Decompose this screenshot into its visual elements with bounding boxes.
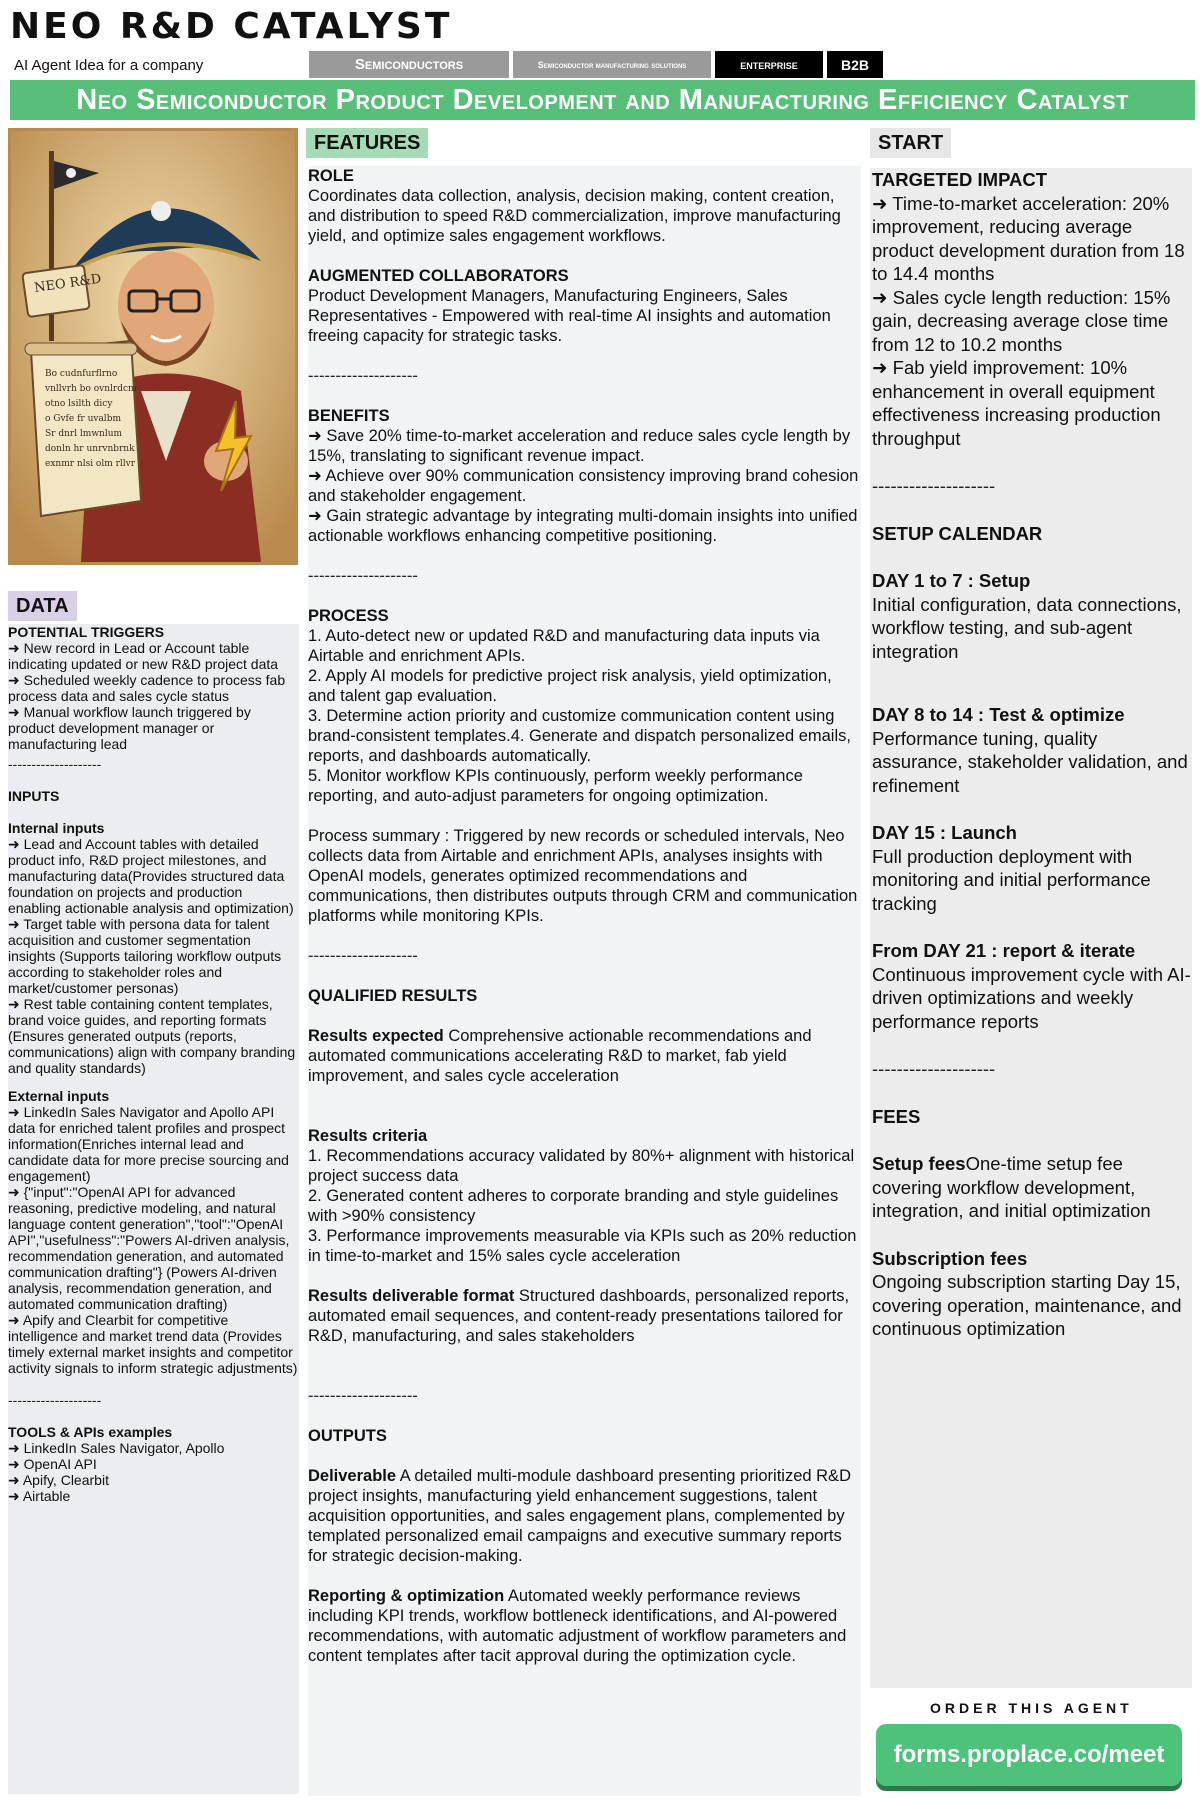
scroll-line: otno lsilth dicy xyxy=(45,399,113,409)
tool-item: ➜ Airtable xyxy=(8,1488,71,1504)
data-column xyxy=(8,624,299,1794)
results-expected-text: Comprehensive actionable recommendations and automated communications accelerating R&D to market, fab yield improvement, and sales cycle acceleration xyxy=(308,1027,812,1085)
impact-title: TARGETED IMPACT xyxy=(872,169,1048,190)
day1-text: Initial configuration, data connections, workflow testing, and sub-agent integration xyxy=(872,593,1182,662)
process-summary: Process summary : Triggered by new records or scheduled intervals, Neo collects data from Airtable and enrichment APIs, analyses insights with OpenAI models, generates optimized recommendations and communications, then distributes outputs through CRM and communication platforms while monitoring KPIs. xyxy=(308,827,858,925)
deliverable-text: A detailed multi-module dashboard presenting prioritized R&D project insights, manufacturing yield enhancement suggestions, talent acquisition opportunities, and sales engagement plans, complemented by templated personalized email campaigns and executive summary reports for strategic decision-making. xyxy=(308,1467,851,1565)
process-step: 5. Monitor workflow KPIs continuously, perform weekly performance reporting, and auto-adjust parameters for ongoing optimization. xyxy=(308,767,803,805)
results-criteria-title: Results criteria xyxy=(308,1127,428,1145)
internal-input-item: ➜ Target table with persona data for talent acquisition and customer segmentation insights (Supports tailoring workflow outputs according to stakeholder roles and market/customer personas) xyxy=(8,916,282,996)
divider: -------------------- xyxy=(8,1392,102,1408)
role-title: ROLE xyxy=(308,167,354,185)
results-format xyxy=(308,1286,861,1346)
process-step: 3. Determine action priority and customize communication content using brand-consistent templates.4. Generate and dispatch personalized emails, reports, and dashboards automatically. xyxy=(308,707,851,765)
divider: -------------------- xyxy=(872,475,996,496)
internal-input-item: ➜ Rest table containing content templates, brand voice guides, and reporting formats (Ensures generated outputs (reports, communications) align with company branding and quality standards) xyxy=(8,996,296,1076)
impact-item: ➜ Sales cycle length reduction: 15% gain, decreasing average close time from 12 to 10.2 months xyxy=(872,286,1171,355)
tagline: AI Agent Idea for a company xyxy=(14,57,204,74)
outputs-title: OUTPUTS xyxy=(308,1427,387,1445)
external-input-item: ➜ LinkedIn Sales Navigator and Apollo API data for enriched talent profiles and prospect information(Enriches internal lead and candidate data for more precise sourcing and engagement) xyxy=(8,1104,289,1184)
benefit-item: ➜ Save 20% time-to-market acceleration and reduce sales cycle length by 15%, translating to significant revenue impact. xyxy=(308,427,851,465)
tag-list xyxy=(309,51,883,78)
fees-title: FEES xyxy=(872,1105,921,1127)
impact-item: ➜ Time-to-market acceleration: 20% improvement, reducing average product development duration from 18 to 14.4 months xyxy=(872,192,1185,284)
impact-item: ➜ Fab yield improvement: 10% enhancement in overall equipment effectiveness increasing production throughput xyxy=(872,357,1161,449)
results-format-label: Results deliverable format xyxy=(308,1287,515,1305)
divider: -------------------- xyxy=(872,1058,996,1079)
internal-input-item: ➜ Lead and Account tables with detailed product info, R&D project milestones, and manufacturing data(Provides structured data foundation on projects and production enabling actionable analysis and optimization) xyxy=(8,836,294,916)
order-label: ORDER THIS AGENT xyxy=(930,1700,1133,1716)
trigger-item: ➜ Scheduled weekly cadence to process fab process data and sales cycle status xyxy=(8,672,286,704)
tool-item: ➜ Apify, Clearbit xyxy=(8,1472,109,1488)
divider: -------------------- xyxy=(308,1387,418,1405)
day21-label: From DAY 21 : report & iterate xyxy=(872,940,1136,961)
day8-label: DAY 8 to 14 : Test & optimize xyxy=(872,704,1125,725)
day1-label: DAY 1 to 7 : Setup xyxy=(872,570,1031,591)
reporting xyxy=(308,1586,861,1666)
inputs-title: INPUTS xyxy=(8,788,60,804)
features-heading: FEATURES xyxy=(306,128,428,158)
scroll-line: Bo cudnfurflrno xyxy=(45,369,118,379)
subscription-fees-label: Subscription fees xyxy=(872,1247,1028,1269)
results-format-text: Structured dashboards, personalized reports, automated email sequences, and content-ready presentations tailored for R&D, manufacturing, and sales stakeholders xyxy=(308,1287,850,1345)
subscription-fees-text: Ongoing subscription starting Day 15, covering operation, maintenance, and continuous optimization xyxy=(872,1271,1182,1339)
tools-title: TOOLS & APIs examples xyxy=(8,1424,173,1440)
setup-fees-text: One-time setup fee covering workflow development, integration, and initial optimization xyxy=(872,1153,1151,1221)
results-expected xyxy=(308,1026,861,1086)
tag-manufacturing-solutions: Semiconductor manufacturing solutions xyxy=(513,51,711,78)
criteria-item: 1. Recommendations accuracy validated by 80%+ alignment with historical project success data xyxy=(308,1147,855,1185)
criteria-item: 3. Performance improvements measurable via KPIs such as 20% reduction in time-to-market and 15% sales cycle acceleration xyxy=(308,1227,857,1265)
deliverable-label: Deliverable xyxy=(308,1467,397,1485)
external-input-item: ➜ {"input":"OpenAI API for advanced reasoning, predictive modeling, and natural language content generation","tool":"OpenAI API","usefulness":"Powers AI-driven analysis, recommendation generation, and automated communication drafting"} (Powers AI-driven analysis, recommendation generation, and automated communication drafting) xyxy=(8,1184,290,1312)
pirate-illustration xyxy=(11,131,295,562)
day15-label: DAY 15 : Launch xyxy=(872,822,1017,843)
external-inputs-title: External inputs xyxy=(8,1088,110,1104)
features-column xyxy=(308,166,861,1796)
scroll-line: exnmr nlsi olm rllvr xyxy=(45,459,136,469)
day21-text: Continuous improvement cycle with AI-driven optimizations and weekly performance reports xyxy=(872,963,1191,1032)
process-title: PROCESS xyxy=(308,607,389,625)
divider: -------------------- xyxy=(308,367,418,385)
tag-b2b: B2B xyxy=(827,51,883,78)
reporting-text: Automated weekly performance reviews including KPI trends, workflow bottleneck identifications, and AI-powered recommendations, with automatic adjustment of workflow parameters and content templates after tacit approval during the optimization cycle. xyxy=(308,1587,847,1665)
triggers-title: POTENTIAL TRIGGERS xyxy=(8,624,165,640)
divider: -------------------- xyxy=(308,947,418,965)
process-step: 1. Auto-detect new or updated R&D and manufacturing data inputs via Airtable and enrichment APIs. xyxy=(308,627,820,665)
benefit-item: ➜ Gain strategic advantage by integrating multi-domain insights into unified actionable workflows enhancing competitive positioning. xyxy=(308,507,858,545)
process-step: 2. Apply AI models for predictive project risk analysis, yield optimization, and talent gap evaluation. xyxy=(308,667,832,705)
divider: -------------------- xyxy=(308,567,418,585)
start-column xyxy=(870,168,1192,1688)
data-heading: DATA xyxy=(8,591,77,621)
scroll-line: donln hr unrvnbrnk xyxy=(45,444,135,454)
day8-text: Performance tuning, quality assurance, stakeholder validation, and refinement xyxy=(872,727,1188,796)
internal-inputs-title: Internal inputs xyxy=(8,820,105,836)
scroll-line: o Gvfe fr uvalbm xyxy=(45,414,121,424)
order-link-button[interactable]: forms.proplace.co/meet xyxy=(876,1724,1182,1786)
external-input-item: ➜ Apify and Clearbit for competitive intelligence and market trend data (Provides timely external market insights and competitor activity signals to inform strategic adjustments) xyxy=(8,1312,298,1376)
reporting-label: Reporting & optimization xyxy=(308,1587,505,1605)
benefits-title: BENEFITS xyxy=(308,407,390,425)
results-expected-label: Results expected xyxy=(308,1027,444,1045)
pirate-portrait-image xyxy=(8,128,298,565)
tag-semiconductors: Semiconductors xyxy=(309,51,509,78)
tool-item: ➜ OpenAI API xyxy=(8,1456,97,1472)
day15-text: Full production deployment with monitoring and initial performance tracking xyxy=(872,845,1151,914)
divider: -------------------- xyxy=(8,756,102,772)
collaborators-text: Product Development Managers, Manufacturing Engineers, Sales Representatives - Empowered with real-time AI insights and automation freeing capacity for strategic tasks. xyxy=(308,287,831,345)
setup-fees-label: Setup fees xyxy=(872,1153,966,1174)
tool-item: ➜ LinkedIn Sales Navigator, Apollo xyxy=(8,1440,225,1456)
scroll-line: Sr dnrl lmwnlum xyxy=(45,429,123,439)
scroll-line: vnllvrh bo ovnlrdcm xyxy=(45,384,137,394)
brand-title: NEO R&D CATALYST xyxy=(10,6,453,47)
trigger-item: ➜ Manual workflow launch triggered by product development manager or manufacturing lead xyxy=(8,704,251,752)
benefit-item: ➜ Achieve over 90% communication consistency improving brand cohesion and stakeholder engagement. xyxy=(308,467,859,505)
trigger-item: ➜ New record in Lead or Account table indicating updated or new R&D project data xyxy=(8,640,279,672)
role-text: Coordinates data collection, analysis, decision making, content creation, and distribution to speed R&D commercialization, improve manufacturing yield, and optimize sales engagement workflows. xyxy=(308,187,841,245)
portrait-sign-text: NEO R&D xyxy=(33,271,103,296)
start-heading: START xyxy=(870,128,951,158)
deliverable xyxy=(308,1466,861,1566)
qualified-results-title: QUALIFIED RESULTS xyxy=(308,987,478,1005)
title-banner: Neo Semiconductor Product Development and Manufacturing Efficiency Catalyst xyxy=(10,80,1195,120)
criteria-item: 2. Generated content adheres to corporate branding and style guidelines with >90% consistency xyxy=(308,1187,839,1225)
tag-enterprise: enterprise xyxy=(715,51,823,78)
calendar-title: SETUP CALENDAR xyxy=(872,522,1043,544)
setup-fees xyxy=(872,1152,1192,1223)
collaborators-title: AUGMENTED COLLABORATORS xyxy=(308,267,569,285)
